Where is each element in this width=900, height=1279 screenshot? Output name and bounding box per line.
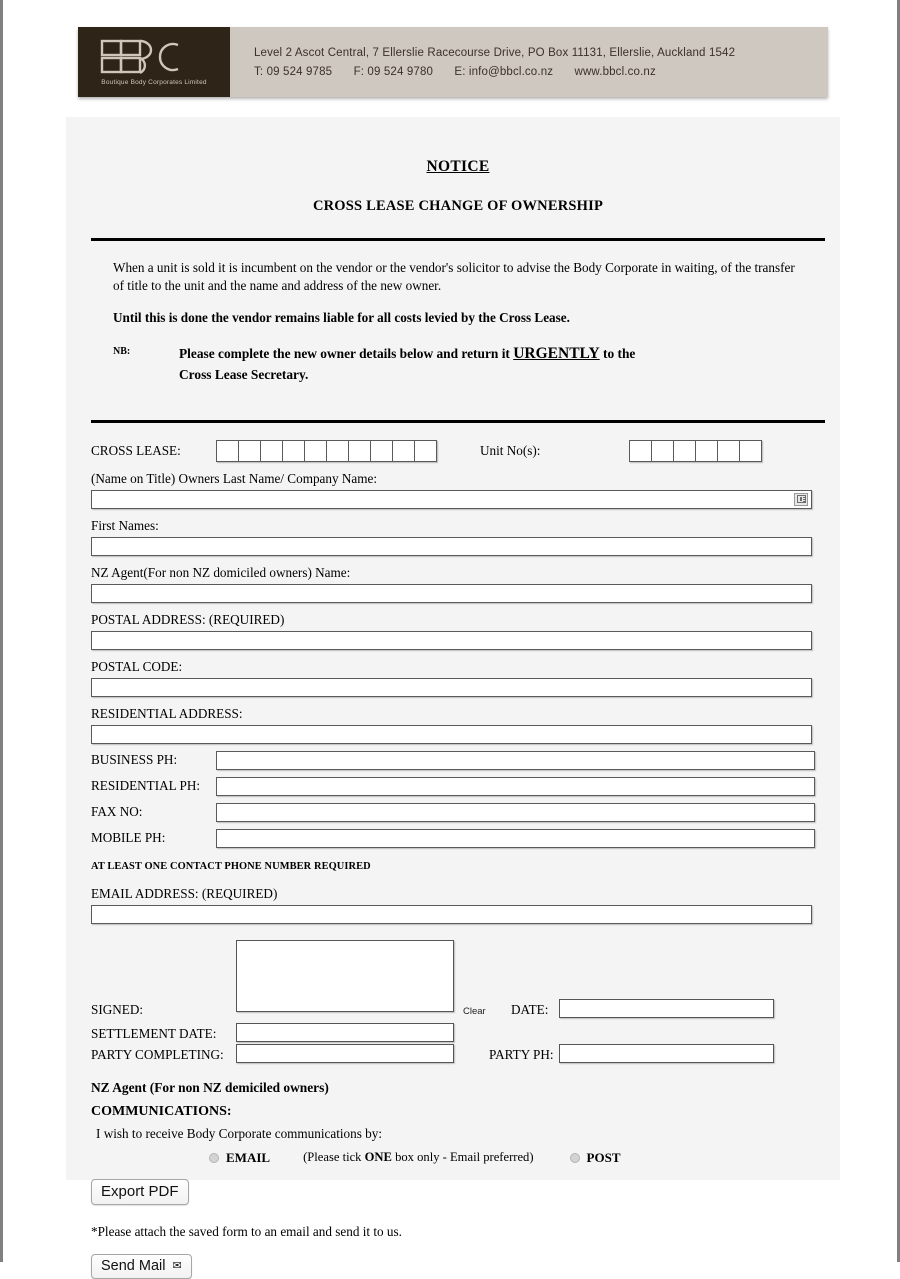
field-owners-last-name bbox=[91, 471, 825, 509]
unit-no-label: Unit No(s): bbox=[480, 442, 541, 458]
comb-cell[interactable] bbox=[261, 441, 283, 461]
residential-address-input[interactable] bbox=[91, 725, 812, 744]
export-pdf-button[interactable]: Export PDF bbox=[91, 1179, 189, 1205]
party-row bbox=[91, 1044, 825, 1070]
comb-cell[interactable] bbox=[371, 441, 393, 461]
communications-heading: COMMUNICATIONS: bbox=[91, 1103, 232, 1119]
owners-last-name-input[interactable] bbox=[91, 490, 812, 509]
comb-cell[interactable] bbox=[674, 441, 696, 461]
settlement-date-label: SETTLEMENT DATE: bbox=[91, 1025, 217, 1041]
field-label: BUSINESS PH: bbox=[91, 752, 178, 768]
company-logo bbox=[78, 27, 230, 97]
nb-text bbox=[179, 343, 635, 384]
party-ph-input[interactable] bbox=[559, 1044, 774, 1063]
fax-no-input[interactable] bbox=[216, 803, 815, 822]
notice-body bbox=[91, 241, 825, 401]
comb-cell[interactable] bbox=[415, 441, 436, 461]
clear-signature-button[interactable]: Clear bbox=[463, 1005, 486, 1017]
signed-label: SIGNED: bbox=[91, 1001, 144, 1017]
website-url: www.bbcl.co.nz bbox=[574, 65, 656, 78]
date-input[interactable] bbox=[559, 999, 774, 1018]
communications-options bbox=[91, 1150, 825, 1166]
notice-paragraph-2: Until this is done the vendor remains liable for all costs levied by the Cross Lease. bbox=[113, 310, 570, 326]
nb-text-line2: Cross Lease Secretary. bbox=[179, 366, 309, 382]
email-address: E: info@bbcl.co.nz bbox=[454, 65, 554, 78]
nb-urgent-word: URGENTLY bbox=[513, 344, 600, 362]
tick-instruction bbox=[303, 1150, 533, 1165]
radio-post-label: POST bbox=[586, 1149, 621, 1165]
party-completing-label: PARTY COMPLETING: bbox=[91, 1046, 224, 1062]
comb-cell[interactable] bbox=[239, 441, 261, 461]
send-mail-button[interactable] bbox=[91, 1254, 192, 1279]
nz-agent-note: NZ Agent (For non NZ demiciled owners) bbox=[91, 1079, 329, 1095]
page-subtitle: CROSS LEASE CHANGE OF OWNERSHIP bbox=[312, 198, 604, 214]
first-names-input[interactable] bbox=[91, 537, 812, 556]
phone-number: T: 09 524 9785 bbox=[254, 65, 333, 78]
postal-code-input[interactable] bbox=[91, 678, 812, 697]
residential-ph-input[interactable] bbox=[216, 777, 815, 796]
field-label: FAX NO: bbox=[91, 804, 143, 820]
comb-cell[interactable] bbox=[718, 441, 740, 461]
field-residential-ph bbox=[91, 777, 825, 796]
email-address-input[interactable] bbox=[91, 905, 812, 924]
comb-cell[interactable] bbox=[696, 441, 718, 461]
field-postal-address bbox=[91, 612, 825, 650]
contact-line bbox=[254, 66, 828, 78]
radio-email[interactable] bbox=[209, 1153, 219, 1163]
comb-cell[interactable] bbox=[630, 441, 652, 461]
comb-cell[interactable] bbox=[327, 441, 349, 461]
comb-cell[interactable] bbox=[393, 441, 415, 461]
field-mobile-ph bbox=[91, 829, 825, 848]
phone-required-note: AT LEAST ONE CONTACT PHONE NUMBER REQUIRED bbox=[91, 860, 371, 872]
field-label: MOBILE PH: bbox=[91, 830, 166, 846]
field-email-address bbox=[91, 886, 825, 924]
field-label: RESIDENTIAL PH: bbox=[91, 778, 201, 794]
nb-text-before: Please complete the new owner details below and return it bbox=[179, 345, 514, 361]
form-panel bbox=[66, 117, 840, 1274]
nb-text-after: to the bbox=[599, 345, 636, 361]
field-business-ph bbox=[91, 751, 825, 770]
field-label: First Names: bbox=[91, 517, 159, 533]
tick-note-bold: ONE bbox=[364, 1150, 392, 1165]
unit-no-input[interactable] bbox=[629, 440, 762, 462]
field-label: EMAIL ADDRESS: (REQUIRED) bbox=[91, 885, 278, 901]
comb-cell[interactable] bbox=[217, 441, 239, 461]
fax-number: F: 09 524 9780 bbox=[353, 65, 434, 78]
cross-lease-input[interactable] bbox=[216, 440, 437, 462]
form-fields bbox=[91, 423, 825, 1279]
party-ph-label: PARTY PH: bbox=[489, 1046, 554, 1062]
nz-agent-name-input[interactable] bbox=[91, 584, 812, 603]
send-mail-label: Send Mail bbox=[101, 1257, 166, 1274]
comb-cell[interactable] bbox=[740, 441, 761, 461]
field-label: NZ Agent(For non NZ domiciled owners) Name: bbox=[91, 564, 351, 580]
attach-instruction: *Please attach the saved form to an email and send it to us. bbox=[91, 1223, 402, 1239]
comb-cell[interactable] bbox=[652, 441, 674, 461]
field-fax-no bbox=[91, 803, 825, 822]
cross-lease-row bbox=[91, 438, 825, 462]
comb-cell[interactable] bbox=[349, 441, 371, 461]
communications-subheading: I wish to receive Body Corporate communications by: bbox=[96, 1125, 383, 1141]
field-first-names bbox=[91, 518, 825, 556]
comb-cell[interactable] bbox=[283, 441, 305, 461]
settlement-date-input[interactable] bbox=[236, 1023, 454, 1042]
tick-note-before: (Please tick bbox=[303, 1150, 365, 1165]
business-ph-input[interactable] bbox=[216, 751, 815, 770]
field-residential-address bbox=[91, 706, 825, 744]
party-completing-input[interactable] bbox=[236, 1044, 454, 1063]
field-label: RESIDENTIAL ADDRESS: bbox=[91, 705, 243, 721]
radio-email-label: EMAIL bbox=[226, 1149, 271, 1165]
bbc-monogram-icon bbox=[100, 38, 208, 76]
notice-paragraph-1: When a unit is sold it is incumbent on the vendor or the vendor's solicitor to advise the Body Corporate in waiting, of the transfer of title to the unit and the name and address of the new owner. bbox=[113, 260, 795, 294]
postal-address-input[interactable] bbox=[91, 631, 812, 650]
field-label: POSTAL ADDRESS: (REQUIRED) bbox=[91, 611, 285, 627]
tick-note-after: box only - Email preferred) bbox=[391, 1150, 534, 1165]
field-label: (Name on Title) Owners Last Name/ Company Name: bbox=[91, 470, 378, 486]
comb-cell[interactable] bbox=[305, 441, 327, 461]
office-address: Level 2 Ascot Central, 7 Ellerslie Racecourse Drive, PO Box 11131, Ellerslie, Auckland 1542 bbox=[254, 46, 736, 59]
signature-canvas[interactable] bbox=[236, 940, 454, 1012]
field-label: POSTAL CODE: bbox=[91, 658, 183, 674]
envelope-icon: ✉ bbox=[172, 1260, 182, 1273]
nb-block bbox=[113, 328, 805, 401]
page-title: NOTICE bbox=[426, 158, 490, 175]
mobile-ph-input[interactable] bbox=[216, 829, 815, 848]
nb-label: NB: bbox=[113, 345, 131, 357]
date-label: DATE: bbox=[511, 1001, 549, 1017]
address-book-icon[interactable] bbox=[794, 493, 808, 506]
letterhead-banner bbox=[78, 27, 828, 97]
logo-tagline: Boutique Body Corporates Limited bbox=[101, 79, 207, 86]
contact-details bbox=[230, 27, 828, 97]
signature-area bbox=[91, 940, 825, 1041]
cross-lease-label: CROSS LEASE: bbox=[91, 442, 181, 458]
field-postal-code bbox=[91, 659, 825, 697]
radio-post[interactable] bbox=[570, 1153, 580, 1163]
field-nz-agent-name bbox=[91, 565, 825, 603]
